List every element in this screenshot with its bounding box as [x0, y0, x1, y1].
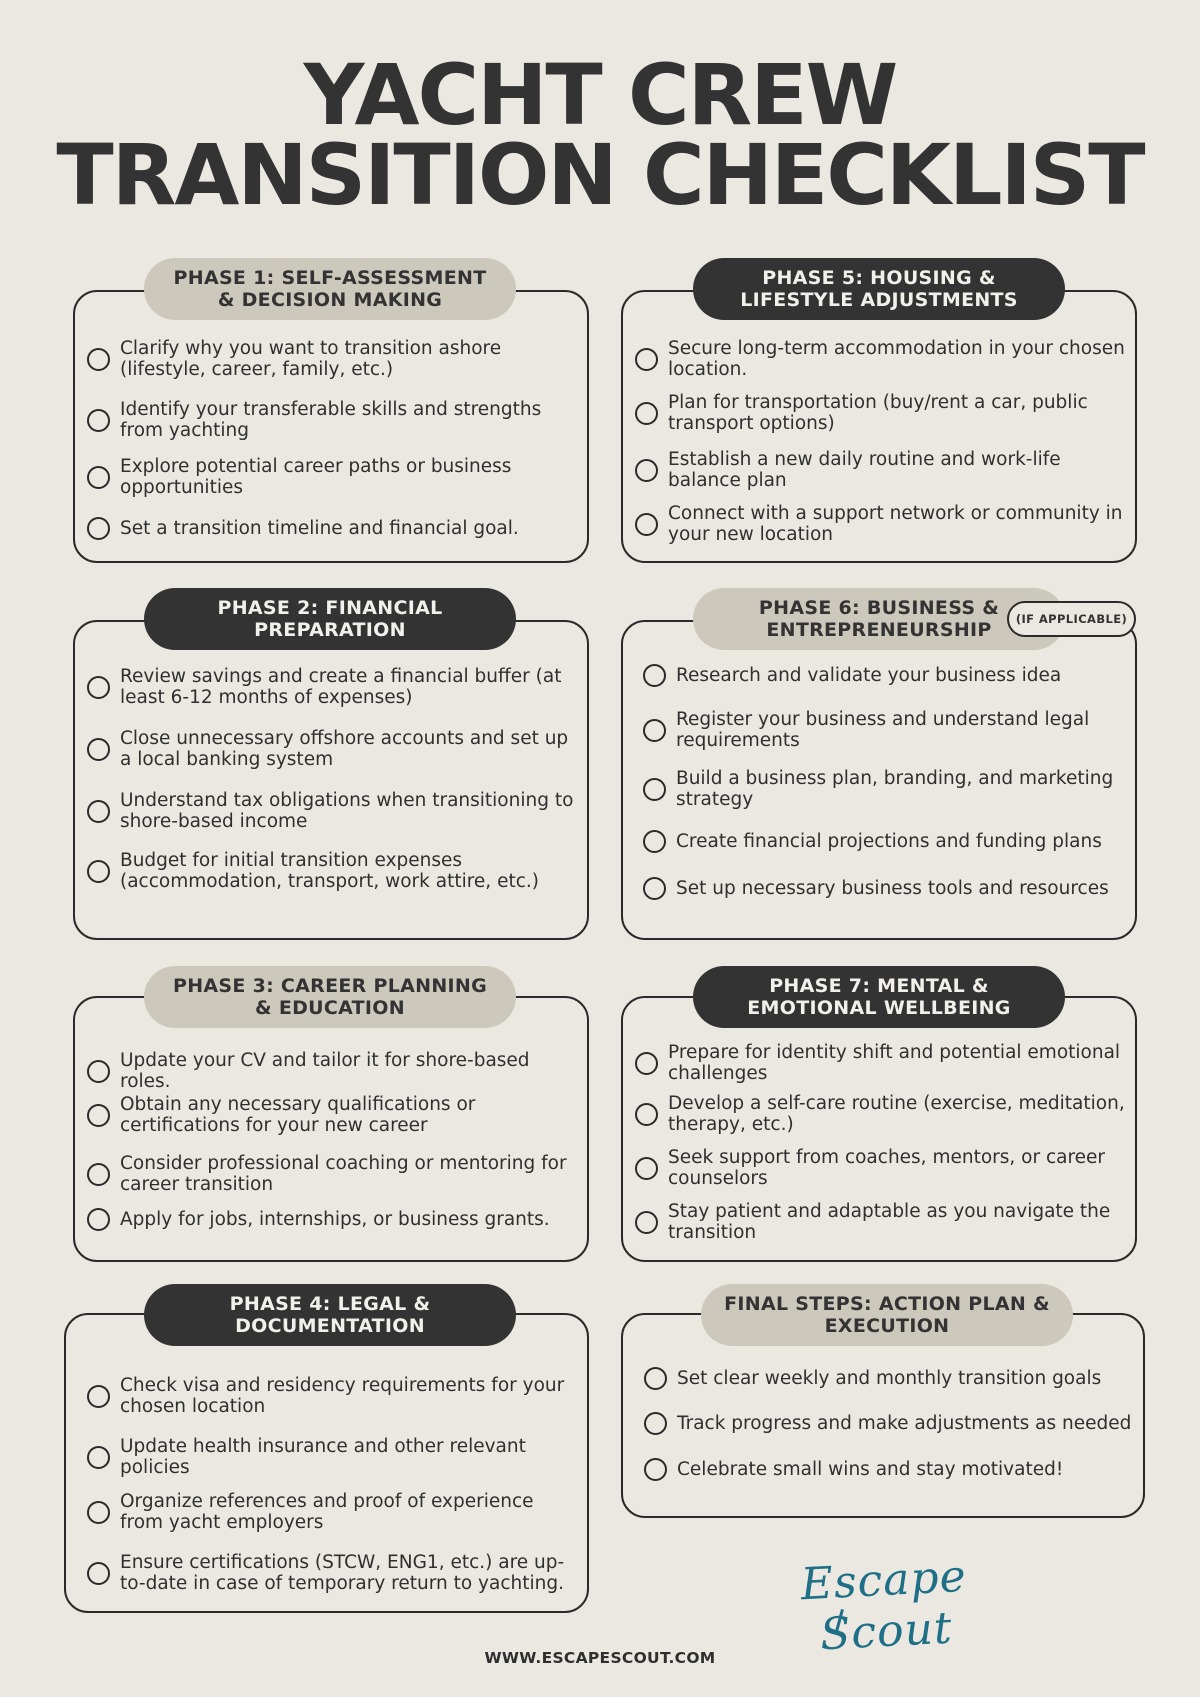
checklist-item[interactable]: [643, 830, 1123, 853]
checkbox-icon[interactable]: [87, 800, 110, 823]
checklist-item[interactable]: [635, 1042, 1127, 1084]
phase-3-heading: PHASE 3: CAREER PLANNING & EDUCATION: [144, 966, 516, 1028]
checklist-item[interactable]: [87, 1552, 577, 1594]
phase-1-card: [73, 290, 589, 563]
item-text: Secure long-term accommodation in your chosen location.: [668, 338, 1125, 380]
checkbox-icon[interactable]: [644, 1458, 667, 1481]
checklist-item[interactable]: [87, 338, 577, 380]
item-text: Research and validate your business idea: [676, 665, 1062, 686]
checkbox-icon[interactable]: [87, 1060, 110, 1083]
checklist-item[interactable]: [644, 1367, 1134, 1390]
checklist-item[interactable]: [635, 1147, 1127, 1189]
checklist-item[interactable]: [635, 392, 1127, 434]
checklist-item[interactable]: [87, 790, 577, 832]
escape-scout-signature: Escape Scout: [799, 1550, 968, 1661]
item-text: Set a transition timeline and financial goal.: [120, 518, 519, 539]
checkbox-icon[interactable]: [87, 676, 110, 699]
checklist-item[interactable]: [635, 503, 1127, 545]
checkbox-icon[interactable]: [644, 1412, 667, 1435]
checklist-item[interactable]: [644, 1412, 1134, 1435]
item-text: Stay patient and adaptable as you navigate the transition: [668, 1201, 1111, 1243]
checklist-item[interactable]: [87, 728, 577, 770]
checkbox-icon[interactable]: [635, 1052, 658, 1075]
checklist-item[interactable]: [643, 768, 1123, 810]
phase-1-heading: PHASE 1: SELF-ASSESSMENT & DECISION MAKING: [144, 258, 516, 320]
item-text: Establish a new daily routine and work-life balance plan: [668, 449, 1061, 491]
item-text: Organize references and proof of experience from yacht employers: [120, 1491, 534, 1533]
item-text: Obtain any necessary qualifications or certifications for your new career: [120, 1094, 476, 1136]
checkbox-icon[interactable]: [643, 877, 666, 900]
checkbox-icon[interactable]: [87, 1562, 110, 1585]
checklist-item[interactable]: [87, 1153, 577, 1195]
phase-5-card: [621, 290, 1137, 563]
item-text: Set up necessary business tools and resources: [676, 878, 1109, 899]
checkbox-icon[interactable]: [87, 1208, 110, 1231]
checklist-item[interactable]: [87, 1094, 577, 1136]
item-text: Update health insurance and other relevant policies: [120, 1436, 526, 1478]
item-text: Apply for jobs, internships, or business grants.: [120, 1209, 550, 1230]
checklist-item[interactable]: [87, 517, 577, 540]
phase-4-card: [64, 1313, 589, 1613]
checkbox-icon[interactable]: [87, 466, 110, 489]
checklist-item[interactable]: [87, 1050, 577, 1092]
checklist-item[interactable]: [87, 1208, 577, 1231]
checkbox-icon[interactable]: [87, 517, 110, 540]
phase-2-heading: PHASE 2: FINANCIAL PREPARATION: [144, 588, 516, 650]
checklist-item[interactable]: [87, 456, 577, 498]
checklist-item[interactable]: [87, 1436, 577, 1478]
checkbox-icon[interactable]: [87, 1385, 110, 1408]
checkbox-icon[interactable]: [635, 513, 658, 536]
checkbox-icon[interactable]: [635, 348, 658, 371]
checklist-item[interactable]: [635, 1093, 1127, 1135]
checkbox-icon[interactable]: [644, 1367, 667, 1390]
phase-4-heading: PHASE 4: LEGAL & DOCUMENTATION: [144, 1284, 516, 1346]
checklist-item[interactable]: [643, 877, 1123, 900]
checkbox-icon[interactable]: [643, 664, 666, 687]
item-text: Plan for transportation (buy/rent a car, public transport options): [668, 392, 1088, 434]
checkbox-icon[interactable]: [635, 459, 658, 482]
item-text: Connect with a support network or community in your new location: [668, 503, 1123, 545]
item-text: Update your CV and tailor it for shore-based roles.: [120, 1050, 530, 1092]
checklist-item[interactable]: [635, 1201, 1127, 1243]
checkbox-icon[interactable]: [87, 1446, 110, 1469]
checkbox-icon[interactable]: [87, 348, 110, 371]
phase-7-card: [621, 996, 1137, 1262]
checkbox-icon[interactable]: [643, 778, 666, 801]
checkbox-icon[interactable]: [635, 1157, 658, 1180]
item-text: Explore potential career paths or business opportunities: [120, 456, 512, 498]
item-text: Create financial projections and funding plans: [676, 831, 1102, 852]
final-steps-heading: FINAL STEPS: ACTION PLAN & EXECUTION: [701, 1284, 1073, 1346]
item-text: Prepare for identity shift and potential emotional challenges: [668, 1042, 1121, 1084]
item-text: Develop a self-care routine (exercise, meditation, therapy, etc.): [668, 1093, 1125, 1135]
item-text: Ensure certifications (STCW, ENG1, etc.) are up-to-date in case of temporary return to yachting.: [120, 1552, 565, 1594]
checkbox-icon[interactable]: [643, 830, 666, 853]
checklist-item[interactable]: [87, 666, 577, 708]
phase-6-card: [621, 620, 1137, 940]
checkbox-icon[interactable]: [87, 409, 110, 432]
phase-6-heading: PHASE 6: BUSINESS & ENTREPRENEURSHIP: [693, 588, 1065, 650]
checkbox-icon[interactable]: [87, 1104, 110, 1127]
title-line-1: YACHT CREW: [303, 46, 897, 144]
checkbox-icon[interactable]: [635, 1103, 658, 1126]
item-text: Understand tax obligations when transitioning to shore-based income: [120, 790, 574, 832]
checkbox-icon[interactable]: [87, 1163, 110, 1186]
item-text: Budget for initial transition expenses (accommodation, transport, work attire, etc.): [120, 850, 539, 892]
item-text: Identify your transferable skills and strengths from yachting: [120, 399, 542, 441]
if-applicable-badge: (IF APPLICABLE): [1007, 601, 1136, 637]
item-text: Clarify why you want to transition ashore (lifestyle, career, family, etc.): [120, 338, 502, 380]
item-text: Check visa and residency requirements for your chosen location: [120, 1375, 565, 1417]
checkbox-icon[interactable]: [87, 738, 110, 761]
item-text: Celebrate small wins and stay motivated!: [677, 1459, 1064, 1480]
title-line-2: TRANSITION CHECKLIST: [56, 126, 1144, 224]
checklist-item[interactable]: [87, 850, 577, 892]
checklist-item[interactable]: [635, 449, 1127, 491]
checklist-item[interactable]: [643, 664, 1123, 687]
checklist-item[interactable]: [643, 709, 1123, 751]
checklist-item[interactable]: [635, 338, 1127, 380]
checkbox-icon[interactable]: [643, 719, 666, 742]
phase-7-heading: PHASE 7: MENTAL & EMOTIONAL WELLBEING: [693, 966, 1065, 1028]
item-text: Review savings and create a financial buffer (at least 6-12 months of expenses): [120, 666, 562, 708]
item-text: Consider professional coaching or mentoring for career transition: [120, 1153, 567, 1195]
checklist-item[interactable]: [87, 1491, 577, 1533]
website-link[interactable]: WWW.ESCAPESCOUT.COM: [484, 1649, 716, 1667]
item-text: Close unnecessary offshore accounts and set up a local banking system: [120, 728, 569, 770]
checklist-item[interactable]: [87, 399, 577, 441]
checklist-item[interactable]: [87, 1375, 577, 1417]
page-title: [0, 46, 1200, 224]
phase-2-card: [73, 620, 589, 940]
item-text: Seek support from coaches, mentors, or career counselors: [668, 1147, 1106, 1189]
phase-5-heading: PHASE 5: HOUSING & LIFESTYLE ADJUSTMENTS: [693, 258, 1065, 320]
item-text: Register your business and understand legal requirements: [676, 709, 1090, 751]
checklist-item[interactable]: [644, 1458, 1134, 1481]
checkbox-icon[interactable]: [635, 1211, 658, 1234]
item-text: Set clear weekly and monthly transition goals: [677, 1368, 1102, 1389]
item-text: Track progress and make adjustments as needed: [677, 1413, 1132, 1434]
phase-3-card: [73, 996, 589, 1262]
checkbox-icon[interactable]: [635, 402, 658, 425]
item-text: Build a business plan, branding, and marketing strategy: [676, 768, 1114, 810]
checkbox-icon[interactable]: [87, 1501, 110, 1524]
checkbox-icon[interactable]: [87, 860, 110, 883]
